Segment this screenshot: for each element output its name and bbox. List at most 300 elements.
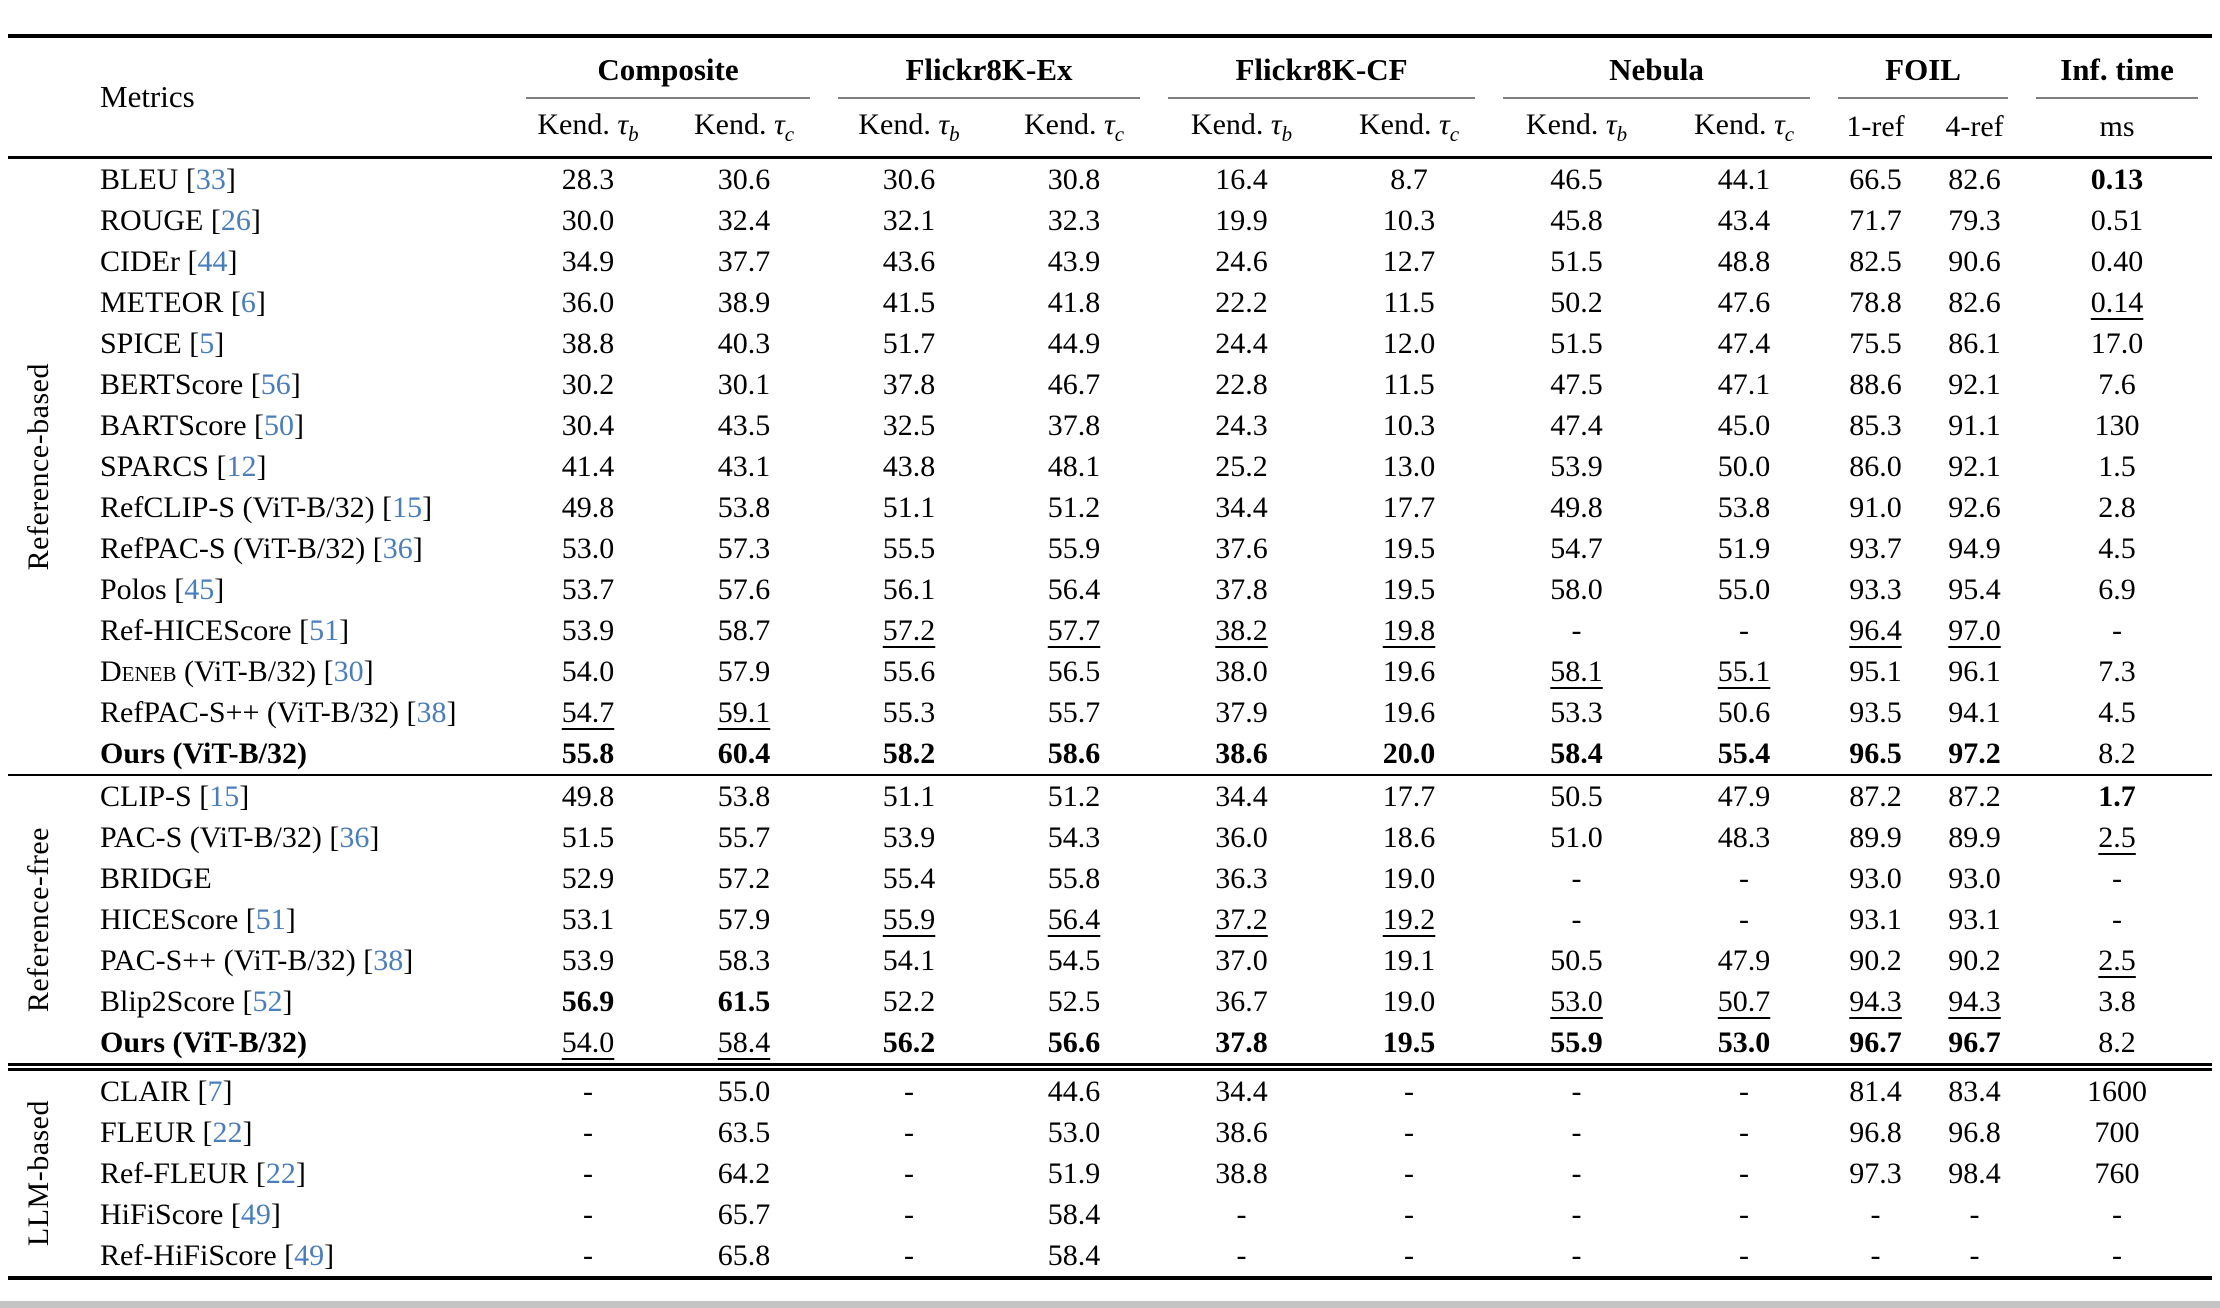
metric-name: SPARCS [12]: [100, 449, 267, 483]
value-cell: 56.6: [1047, 1025, 1101, 1059]
value-cell: -: [583, 1115, 594, 1149]
metric-name: Ref-HICEScore [51]: [100, 613, 350, 647]
table-row-refpac-s-vit-b-32-: [8, 528, 2212, 569]
value-cell: 37.8: [1047, 408, 1101, 442]
value-cell: 32.3: [1047, 203, 1101, 237]
value-cell: 6.9: [2098, 572, 2136, 606]
value-cell: 57.2: [717, 861, 771, 895]
value-cell: 57.7: [1047, 613, 1101, 647]
value-cell: 58.4: [717, 1025, 771, 1059]
value-cell: 56.2: [882, 1025, 936, 1059]
value-cell: -: [1739, 1115, 1750, 1149]
value-cell: 1600: [2022, 1067, 2212, 1112]
value-cell: 56.1: [882, 572, 936, 606]
value-cell: 24.6: [1215, 244, 1268, 278]
citation-link[interactable]: 49: [240, 1197, 271, 1231]
citation-link[interactable]: 44: [197, 244, 228, 278]
table-row-polos: [8, 569, 2212, 610]
value-cell: -: [1571, 1197, 1582, 1231]
value-cell: 92.1: [1948, 449, 2001, 483]
tau-symbol: τ: [938, 107, 950, 141]
value-cell: 96.1: [1948, 654, 2001, 688]
value-cell: -: [1236, 1238, 1247, 1272]
tau-symbol: τ: [617, 107, 629, 141]
table-row-fleur: [8, 1112, 2212, 1153]
table-row-cider: [8, 241, 2212, 282]
metric-name: Ref-HiFiScore [49]: [100, 1238, 335, 1272]
value-cell: 86.1: [1948, 326, 2001, 360]
value-cell: 46.7: [1047, 367, 1101, 401]
section-llm-based: [8, 1067, 2212, 1278]
value-cell: 25.2: [1215, 449, 1268, 483]
value-cell: 32.4: [717, 203, 771, 237]
value-cell: 97.3: [1849, 1156, 1902, 1190]
citation-link[interactable]: 49: [294, 1238, 325, 1272]
column-group-header-flickr8k-cf: [1154, 36, 1489, 104]
value-cell: 19.1: [1382, 943, 1436, 977]
value-cell: 93.5: [1849, 695, 1902, 729]
value-cell: 97.2: [1948, 736, 2001, 770]
metric-name: Blip2Score [52]: [100, 984, 293, 1018]
value-cell: 47.6: [1717, 285, 1771, 319]
value-cell: -: [1571, 1156, 1582, 1190]
column-group-header-nebula: [1489, 36, 1824, 104]
value-cell: 46.5: [1550, 162, 1603, 196]
value-cell: 58.4: [1550, 736, 1603, 770]
value-cell: 38.8: [561, 326, 615, 360]
metric-name: Ref-FLEUR [22]: [100, 1156, 306, 1190]
value-cell: 54.5: [1047, 943, 1101, 977]
value-cell: 93.1: [1948, 902, 2001, 936]
value-cell: 57.3: [717, 531, 771, 565]
tau-subscript: b: [949, 121, 960, 146]
value-cell: -: [1739, 861, 1750, 895]
value-cell: 130: [2094, 408, 2140, 442]
value-cell: 98.4: [1948, 1156, 2001, 1190]
value-cell: 47.4: [1717, 326, 1771, 360]
value-cell: 41.5: [882, 285, 936, 319]
value-cell: 53.8: [717, 490, 771, 524]
value-cell: 17.7: [1329, 775, 1489, 817]
table-row-bleu: [8, 158, 2212, 201]
value-cell: 93.1: [1849, 902, 1902, 936]
value-cell: 58.3: [717, 943, 771, 977]
value-cell: 47.4: [1550, 408, 1603, 442]
value-cell: 49.8: [561, 490, 615, 524]
value-cell: 93.7: [1849, 531, 1902, 565]
value-cell: 97.0: [1948, 613, 2001, 647]
value-cell: 28.3: [561, 162, 615, 196]
value-cell: 43.4: [1717, 203, 1771, 237]
citation-link[interactable]: 26: [220, 203, 251, 237]
value-cell: 52.5: [1047, 984, 1101, 1018]
value-cell: -: [904, 1156, 915, 1190]
metrics-column-header: Metrics: [8, 36, 512, 158]
table-row-hifiscore: [8, 1194, 2212, 1235]
value-cell: 0.51: [2090, 203, 2144, 237]
value-cell: 55.7: [717, 820, 771, 854]
value-cell: -: [1404, 1115, 1415, 1149]
tau-subscript: b: [1281, 121, 1293, 146]
citation-link[interactable]: 33: [195, 162, 226, 196]
value-cell: 10.3: [1382, 203, 1436, 237]
value-cell: 7.6: [2098, 367, 2136, 401]
table-row-refclip-s-vit-b-32-: [8, 487, 2212, 528]
column-header-4-ref: 4-ref: [1927, 104, 2022, 158]
value-cell: -: [1404, 1238, 1415, 1272]
metrics-comparison-table: [8, 34, 2212, 1280]
table-row-ours-vit-b-32-: [8, 1022, 2212, 1067]
citation-link[interactable]: 38: [373, 943, 404, 977]
value-cell: 50.5: [1489, 775, 1664, 817]
table-row-bridge: [8, 858, 2212, 899]
value-cell: 700: [2094, 1115, 2140, 1149]
metric-name: CLIP-S [15]: [70, 775, 512, 817]
value-cell: 55.9: [882, 902, 936, 936]
value-cell: -: [904, 1115, 915, 1149]
citation-link[interactable]: 30: [333, 654, 364, 688]
value-cell: 760: [2094, 1156, 2140, 1190]
value-cell: 12.0: [1382, 326, 1436, 360]
value-cell: 65.8: [717, 1238, 771, 1272]
value-cell: 37.8: [1215, 1025, 1268, 1059]
value-cell: 48.8: [1717, 244, 1771, 278]
value-cell: 65.7: [717, 1197, 771, 1231]
value-cell: 43.6: [882, 244, 936, 278]
value-cell: 82.6: [1948, 162, 2001, 196]
value-cell: 16.4: [1215, 162, 1268, 196]
value-cell: 96.5: [1849, 736, 1902, 770]
value-cell: 85.3: [1849, 408, 1902, 442]
value-cell: -: [2112, 861, 2123, 895]
value-cell: 54.3: [1047, 820, 1101, 854]
value-cell: 53.0: [561, 531, 615, 565]
citation-link[interactable]: 5: [199, 326, 215, 360]
value-cell: 96.7: [1948, 1025, 2001, 1059]
value-cell: 19.5: [1382, 531, 1436, 565]
value-cell: 19.0: [1382, 861, 1436, 895]
table-header: [8, 36, 2212, 158]
value-cell: 95.1: [1849, 654, 1902, 688]
value-cell: 7.3: [2098, 654, 2136, 688]
value-cell: -: [1969, 1197, 1980, 1231]
column-header-kend-c: Kend. $\tau_c$: [1329, 104, 1489, 158]
value-cell: 53.8: [664, 775, 824, 817]
metric-name: Deneb (ViT-B/32) [30]: [100, 654, 374, 688]
value-cell: 63.5: [717, 1115, 771, 1149]
value-cell: 32.1: [882, 203, 936, 237]
value-cell: 37.6: [1215, 531, 1268, 565]
value-cell: 47.9: [1717, 943, 1771, 977]
value-cell: 50.6: [1717, 695, 1771, 729]
value-cell: -: [1571, 613, 1582, 647]
value-cell: -: [1739, 613, 1750, 647]
column-header-1-ref: 1-ref: [1824, 104, 1927, 158]
value-cell: 34.4: [1154, 1067, 1329, 1112]
value-cell: 19.6: [1382, 654, 1436, 688]
value-cell: 24.3: [1215, 408, 1268, 442]
value-cell: 8.7: [1390, 162, 1428, 196]
value-cell: 55.4: [1717, 736, 1771, 770]
citation-link[interactable]: 6: [240, 285, 256, 319]
value-cell: 50.0: [1717, 449, 1771, 483]
value-cell: 53.1: [561, 902, 615, 936]
value-cell: 34.4: [1154, 775, 1329, 817]
value-cell: 53.9: [1550, 449, 1603, 483]
value-cell: 43.9: [1047, 244, 1101, 278]
table-row-pac-s-vit-b-32-: [8, 817, 2212, 858]
value-cell: 52.9: [561, 861, 615, 895]
value-cell: 19.5: [1382, 1025, 1436, 1059]
value-cell: 36.7: [1215, 984, 1268, 1018]
value-cell: 19.5: [1382, 572, 1436, 606]
table-row-ref-hifiscore: [8, 1235, 2212, 1278]
value-cell: -: [512, 1067, 664, 1112]
value-cell: 53.9: [561, 613, 615, 647]
tau-symbol: τ: [1270, 107, 1282, 141]
section-label-cell: [8, 1067, 70, 1278]
column-group-header-flickr8k-ex: [824, 36, 1154, 104]
value-cell: 58.1: [1550, 654, 1603, 688]
value-cell: 51.1: [824, 775, 994, 817]
value-cell: 53.0: [1550, 984, 1603, 1018]
tau-subscript: c: [1784, 121, 1795, 146]
value-cell: -: [1404, 1197, 1415, 1231]
metric-name: PAC-S++ (ViT-B/32) [38]: [100, 943, 414, 977]
value-cell: 51.5: [561, 820, 615, 854]
value-cell: 51.2: [1047, 490, 1101, 524]
value-cell: 61.5: [717, 984, 771, 1018]
value-cell: 10.3: [1382, 408, 1436, 442]
column-header-ms: ms: [2022, 104, 2212, 158]
citation-link[interactable]: 51: [309, 613, 340, 647]
value-cell: 88.6: [1849, 367, 1902, 401]
citation-link[interactable]: 36: [339, 820, 370, 854]
value-cell: 30.2: [561, 367, 615, 401]
value-cell: 95.4: [1948, 572, 2001, 606]
citation-link[interactable]: 7: [207, 1074, 223, 1108]
value-cell: 56.9: [561, 984, 615, 1018]
value-cell: 91.1: [1948, 408, 2001, 442]
citation-link[interactable]: 36: [382, 531, 413, 565]
value-cell: 89.9: [1948, 820, 2001, 854]
value-cell: 96.8: [1948, 1115, 2001, 1149]
section-label: LLM-based: [22, 1100, 55, 1247]
tau-subscript: c: [784, 121, 795, 146]
value-cell: 56.5: [1047, 654, 1101, 688]
citation-link[interactable]: 56: [260, 367, 291, 401]
metric-name: SPICE [5]: [100, 326, 225, 360]
value-cell: 51.5: [1550, 326, 1603, 360]
value-cell: 54.7: [561, 695, 615, 729]
value-cell: 83.4: [1927, 1067, 2022, 1112]
table-row-clair: [8, 1067, 2212, 1112]
citation-link[interactable]: 51: [255, 902, 286, 936]
citation-link[interactable]: 12: [226, 449, 257, 483]
value-cell: 37.9: [1215, 695, 1268, 729]
value-cell: 58.4: [1047, 1238, 1101, 1272]
metric-name: METEOR [6]: [100, 285, 266, 319]
value-cell: -: [2112, 1238, 2123, 1272]
value-cell: 92.6: [1948, 490, 2001, 524]
value-cell: 30.8: [1047, 162, 1101, 196]
value-cell: 37.0: [1215, 943, 1268, 977]
value-cell: 19.8: [1382, 613, 1436, 647]
value-cell: 8.2: [2098, 1025, 2136, 1059]
value-cell: 20.0: [1382, 736, 1436, 770]
table-row-sparcs: [8, 446, 2212, 487]
value-cell: 96.8: [1849, 1115, 1902, 1149]
tau-symbol: τ: [1605, 107, 1617, 141]
value-cell: 38.6: [1215, 736, 1268, 770]
value-cell: 54.0: [561, 654, 615, 688]
value-cell: 52.2: [882, 984, 936, 1018]
section-label: Reference-free: [22, 826, 55, 1013]
value-cell: 51.5: [1550, 244, 1603, 278]
section-label: Reference-based: [22, 362, 55, 571]
tau-symbol: τ: [1773, 107, 1785, 141]
value-cell: 4.5: [2098, 695, 2136, 729]
value-cell: 75.5: [1849, 326, 1902, 360]
value-cell: 48.3: [1717, 820, 1771, 854]
value-cell: -: [1969, 1238, 1980, 1272]
section-reference-free: [8, 775, 2212, 1067]
value-cell: 44.1: [1717, 162, 1771, 196]
section-label-cell: [8, 158, 70, 776]
tau-symbol: τ: [1438, 107, 1450, 141]
value-cell: 57.9: [717, 902, 771, 936]
value-cell: 50.2: [1550, 285, 1603, 319]
value-cell: 13.0: [1382, 449, 1436, 483]
value-cell: 47.1: [1717, 367, 1771, 401]
value-cell: 51.2: [994, 775, 1154, 817]
value-cell: 56.4: [1047, 902, 1101, 936]
citation-link[interactable]: 15: [392, 490, 423, 524]
value-cell: 37.7: [717, 244, 771, 278]
value-cell: -: [583, 1156, 594, 1190]
value-cell: 55.4: [882, 861, 936, 895]
value-cell: 1.7: [2022, 775, 2212, 817]
value-cell: -: [1571, 1115, 1582, 1149]
citation-link[interactable]: 38: [416, 695, 447, 729]
metric-name: RefPAC-S (ViT-B/32) [36]: [100, 531, 423, 565]
value-cell: 11.5: [1383, 367, 1435, 401]
value-cell: 87.2: [1824, 775, 1927, 817]
metric-name: Ours (ViT-B/32): [100, 1025, 307, 1059]
page-bottom-divider: [0, 1301, 2220, 1308]
value-cell: 54.0: [561, 1025, 615, 1059]
citation-link[interactable]: 45: [184, 572, 215, 606]
value-cell: 12.7: [1382, 244, 1436, 278]
value-cell: 45.0: [1717, 408, 1771, 442]
citation-link[interactable]: 52: [252, 984, 283, 1018]
value-cell: 55.8: [561, 736, 615, 770]
value-cell: 8.2: [2098, 736, 2136, 770]
value-cell: 44.6: [994, 1067, 1154, 1112]
column-header-kend-b: Kend. $\tau_b$: [1489, 104, 1664, 158]
value-cell: 59.1: [717, 695, 771, 729]
value-cell: 2.5: [2098, 943, 2136, 977]
value-cell: -: [583, 1197, 594, 1231]
table-row-spice: [8, 323, 2212, 364]
column-group-header-foil: [1824, 36, 2022, 104]
table-row-ref-fleur: [8, 1153, 2212, 1194]
value-cell: 57.6: [717, 572, 771, 606]
value-cell: 30.0: [561, 203, 615, 237]
metric-name: CLAIR [7]: [70, 1067, 512, 1112]
value-cell: 51.0: [1550, 820, 1603, 854]
column-header-kend-b: Kend. $\tau_b$: [824, 104, 994, 158]
value-cell: 86.0: [1849, 449, 1902, 483]
value-cell: 82.6: [1948, 285, 2001, 319]
tau-subscript: b: [628, 121, 639, 146]
value-cell: -: [2112, 613, 2123, 647]
value-cell: 30.6: [717, 162, 771, 196]
value-cell: 24.4: [1215, 326, 1268, 360]
metric-name: CIDEr [44]: [100, 244, 238, 278]
metric-name: HICEScore [51]: [100, 902, 296, 936]
value-cell: 37.2: [1215, 902, 1268, 936]
value-cell: 19.9: [1215, 203, 1268, 237]
table-row-bertscore: [8, 364, 2212, 405]
value-cell: 50.5: [1550, 943, 1603, 977]
section-label-cell: [8, 775, 70, 1067]
value-cell: 37.8: [882, 367, 936, 401]
value-cell: -: [1739, 1197, 1750, 1231]
column-group-label: Inf. time: [2036, 52, 2198, 99]
value-cell: 56.4: [1047, 572, 1101, 606]
value-cell: 51.9: [1717, 531, 1771, 565]
value-cell: 53.0: [1717, 1025, 1771, 1059]
value-cell: 87.2: [1927, 775, 2022, 817]
value-cell: 51.1: [882, 490, 936, 524]
value-cell: 36.0: [1215, 820, 1268, 854]
value-cell: 93.0: [1849, 861, 1902, 895]
metric-name-smallcaps: Deneb: [100, 654, 177, 688]
value-cell: 49.8: [1550, 490, 1603, 524]
citation-link[interactable]: 15: [209, 779, 240, 813]
value-cell: -: [904, 1197, 915, 1231]
table-row-hicescore: [8, 899, 2212, 940]
column-group-label: Composite: [526, 52, 810, 99]
value-cell: 36.0: [561, 285, 615, 319]
column-header-kend-b: Kend. $\tau_b$: [1154, 104, 1329, 158]
value-cell: 93.0: [1948, 861, 2001, 895]
citation-link[interactable]: 22: [265, 1156, 296, 1190]
value-cell: 54.7: [1550, 531, 1603, 565]
value-cell: 0.40: [2090, 244, 2144, 278]
tau-subscript: b: [1616, 121, 1628, 146]
metric-name: Ours (ViT-B/32): [100, 736, 307, 770]
value-cell: 4.5: [2098, 531, 2136, 565]
table-row-ref-hicescore: [8, 610, 2212, 651]
citation-link[interactable]: 50: [264, 408, 295, 442]
value-cell: 53.8: [1717, 490, 1771, 524]
value-cell: 58.7: [717, 613, 771, 647]
citation-link[interactable]: 22: [212, 1115, 243, 1149]
value-cell: -: [904, 1238, 915, 1272]
value-cell: 43.1: [717, 449, 771, 483]
value-cell: 11.5: [1383, 285, 1435, 319]
column-header-kend-c: Kend. $\tau_c$: [664, 104, 824, 158]
value-cell: -: [583, 1238, 594, 1272]
table-row-deneb: [8, 651, 2212, 692]
value-cell: 55.1: [1717, 654, 1771, 688]
value-cell: 41.4: [561, 449, 615, 483]
value-cell: 45.8: [1550, 203, 1603, 237]
value-cell: -: [1664, 1067, 1824, 1112]
value-cell: -: [1571, 1238, 1582, 1272]
